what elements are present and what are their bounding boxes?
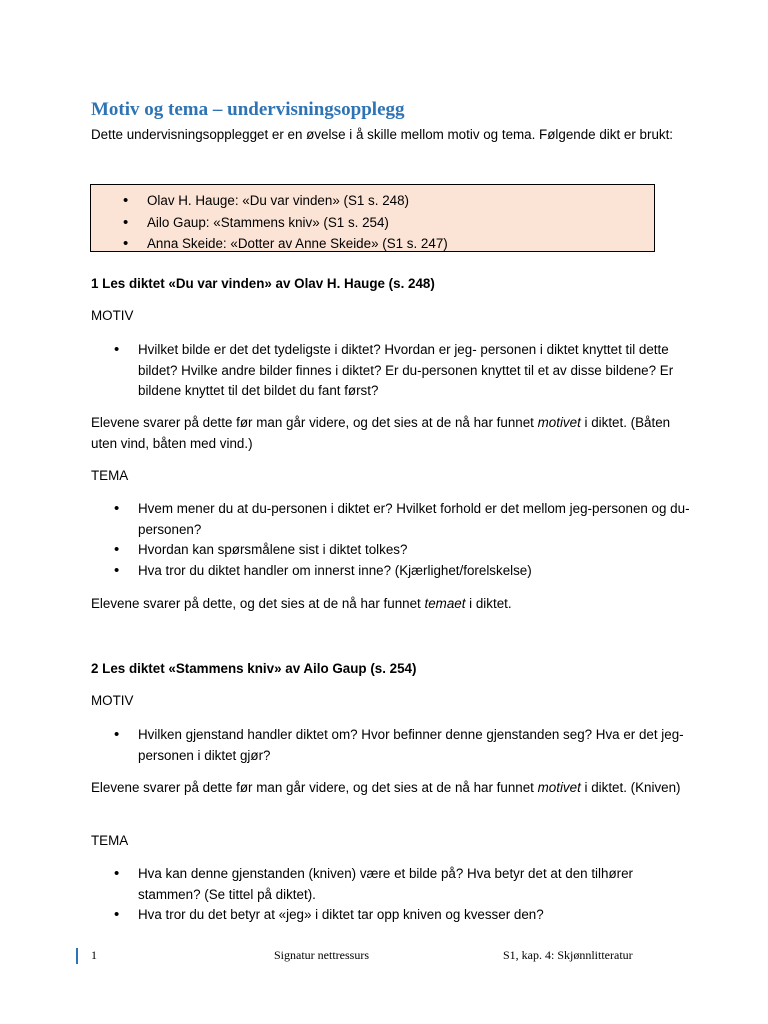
poem-item: • Anna Skeide: «Dotter av Anne Skeide» (S1 s. 247) <box>91 233 448 255</box>
section1-motiv-questions <box>91 340 691 402</box>
section2-motiv-answer: Elevene svarer på dette før man går videre, og det sies at de nå har funnet motivet i diktet. (Kniven) <box>91 780 681 795</box>
list-item: • Hvilket bilde er det det tydeligste i diktet? Hvordan er jeg- personen i diktet knyttet til dette bildet? Hvilke andre bilder finnes i diktet? Er du-personen knyttet til et av disse bildene? Er bildene knyttet til det bildet du fant først? <box>91 340 691 402</box>
footer-publication: Signatur nettressurs <box>274 948 369 962</box>
list-item: • Hva tror du diktet handler om innerst inne? (Kjærlighet/forelskelse) <box>91 561 691 582</box>
poem-item: • Ailo Gaup: «Stammens kniv» (S1 s. 254) <box>91 212 448 234</box>
section1-motiv-answer: Elevene svarer på dette før man går videre, og det sies at de nå har funnet motivet i diktet. (Båten uten vind, båten med vind.) <box>91 415 671 451</box>
section2-tema-label: TEMA <box>91 833 129 848</box>
section1-motiv-label: MOTIV <box>91 308 134 323</box>
page-title: Motiv og tema – undervisningsopplegg <box>91 99 405 120</box>
page-number: 1 <box>91 948 97 962</box>
poem-item: • Olav H. Hauge: «Du var vinden» (S1 s. 248) <box>91 190 448 212</box>
list-item: • Hva kan denne gjenstanden (kniven) være et bilde på? Hva betyr det at den tilhører stammen? (Se tittel på diktet). <box>91 864 691 905</box>
section2-tema-questions <box>91 864 691 926</box>
list-item: • Hvem mener du at du-personen i diktet er? Hvilket forhold er det mellom jeg-personen og du-personen? <box>91 499 691 540</box>
poem-list-box <box>90 184 655 252</box>
intro-text: Dette undervisningsopplegget er en øvelse i å skille mellom motiv og tema. Følgende dikt er brukt: <box>91 127 674 142</box>
section1-tema-answer: Elevene svarer på dette, og det sies at de nå har funnet temaet i diktet. <box>91 596 512 611</box>
section2-heading: 2 Les diktet «Stammens kniv» av Ailo Gaup (s. 254) <box>91 661 417 676</box>
footer-accent-bar <box>76 948 78 964</box>
footer-chapter: S1, kap. 4: Skjønnlitteratur <box>503 948 633 962</box>
list-item: • Hvordan kan spørsmålene sist i diktet tolkes? <box>91 540 691 561</box>
section2-motiv-questions <box>91 725 691 766</box>
list-item: • Hva tror du det betyr at «jeg» i diktet tar opp kniven og kvesser den? <box>91 905 691 926</box>
section1-tema-questions <box>91 499 691 581</box>
section1-tema-label: TEMA <box>91 468 129 483</box>
page-footer <box>0 947 768 965</box>
section1-heading: 1 Les diktet «Du var vinden» av Olav H. Hauge (s. 248) <box>91 276 435 291</box>
section2-motiv-label: MOTIV <box>91 693 134 708</box>
list-item: • Hvilken gjenstand handler diktet om? Hvor befinner denne gjenstanden seg? Hva er det jeg-personen i diktet gjør? <box>91 725 691 766</box>
poem-list <box>91 190 448 255</box>
